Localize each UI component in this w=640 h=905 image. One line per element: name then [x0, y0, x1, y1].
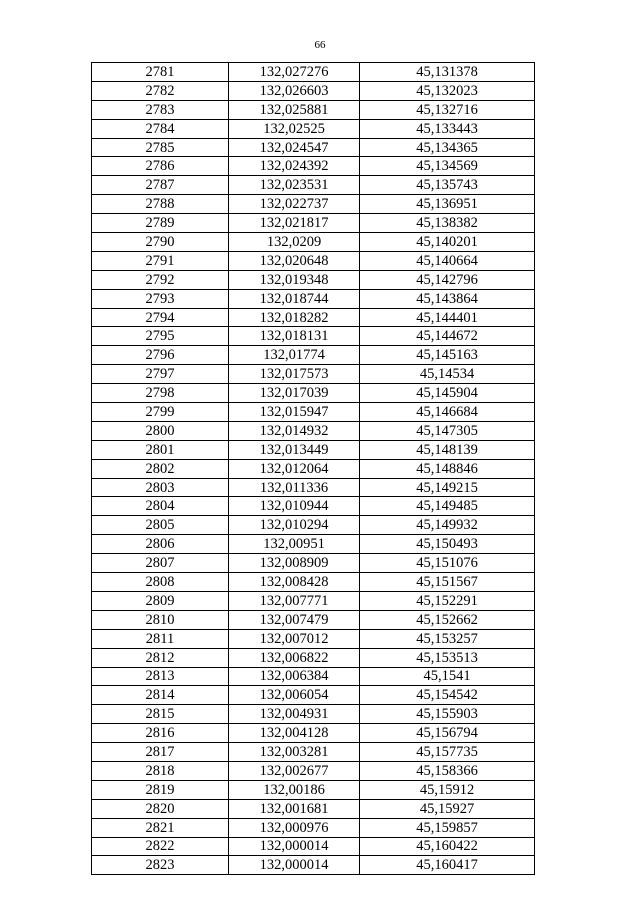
point-number-cell: 2812: [92, 648, 229, 667]
point-number-cell: 2805: [92, 516, 229, 535]
point-number-cell: 2792: [92, 270, 229, 289]
point-number-cell: 2794: [92, 308, 229, 327]
table-row: [92, 195, 535, 214]
coordinate-y-cell: 45,143864: [360, 289, 535, 308]
table-row: [92, 761, 535, 780]
coordinate-x-cell: 132,024392: [229, 157, 360, 176]
coordinate-y-cell: 45,160417: [360, 856, 535, 875]
coordinate-y-cell: 45,134365: [360, 138, 535, 157]
table-row: [92, 667, 535, 686]
table-row: [92, 138, 535, 157]
coordinate-x-cell: 132,010294: [229, 516, 360, 535]
table-row: [92, 270, 535, 289]
coordinate-y-cell: 45,160422: [360, 837, 535, 856]
coordinate-x-cell: 132,017039: [229, 384, 360, 403]
table-row: [92, 478, 535, 497]
table-row: [92, 497, 535, 516]
table-row: [92, 251, 535, 270]
coordinate-y-cell: 45,149932: [360, 516, 535, 535]
point-number-cell: 2802: [92, 459, 229, 478]
point-number-cell: 2816: [92, 724, 229, 743]
table-row: [92, 289, 535, 308]
coordinate-x-cell: 132,003281: [229, 743, 360, 762]
coordinate-x-cell: 132,006054: [229, 686, 360, 705]
coordinate-y-cell: 45,134569: [360, 157, 535, 176]
table-row: [92, 346, 535, 365]
coordinate-y-cell: 45,146684: [360, 403, 535, 422]
table-row: [92, 440, 535, 459]
coordinate-x-cell: 132,017573: [229, 365, 360, 384]
coordinate-y-cell: 45,140201: [360, 233, 535, 252]
point-number-cell: 2787: [92, 176, 229, 195]
point-number-cell: 2796: [92, 346, 229, 365]
coordinates-table: [91, 62, 535, 875]
table-row: [92, 63, 535, 82]
point-number-cell: 2822: [92, 837, 229, 856]
coordinate-x-cell: 132,008428: [229, 573, 360, 592]
coordinate-x-cell: 132,00951: [229, 535, 360, 554]
table-row: [92, 629, 535, 648]
coordinate-y-cell: 45,153257: [360, 629, 535, 648]
point-number-cell: 2806: [92, 535, 229, 554]
point-number-cell: 2795: [92, 327, 229, 346]
point-number-cell: 2803: [92, 478, 229, 497]
point-number-cell: 2784: [92, 119, 229, 138]
point-number-cell: 2801: [92, 440, 229, 459]
coordinate-y-cell: 45,145163: [360, 346, 535, 365]
point-number-cell: 2809: [92, 591, 229, 610]
coordinate-y-cell: 45,152662: [360, 610, 535, 629]
coordinate-y-cell: 45,153513: [360, 648, 535, 667]
coordinate-x-cell: 132,014932: [229, 421, 360, 440]
coordinate-y-cell: 45,154542: [360, 686, 535, 705]
coordinate-y-cell: 45,135743: [360, 176, 535, 195]
table-row: [92, 780, 535, 799]
coordinate-x-cell: 132,021817: [229, 214, 360, 233]
table-row: [92, 100, 535, 119]
point-number-cell: 2807: [92, 554, 229, 573]
coordinate-x-cell: 132,00186: [229, 780, 360, 799]
coordinate-y-cell: 45,144401: [360, 308, 535, 327]
table-row: [92, 648, 535, 667]
point-number-cell: 2788: [92, 195, 229, 214]
coordinate-x-cell: 132,023531: [229, 176, 360, 195]
coordinate-x-cell: 132,000014: [229, 856, 360, 875]
coordinate-y-cell: 45,140664: [360, 251, 535, 270]
coordinate-y-cell: 45,156794: [360, 724, 535, 743]
table-row: [92, 459, 535, 478]
table-row: [92, 365, 535, 384]
coordinate-y-cell: 45,148139: [360, 440, 535, 459]
point-number-cell: 2804: [92, 497, 229, 516]
coordinate-y-cell: 45,14534: [360, 365, 535, 384]
point-number-cell: 2798: [92, 384, 229, 403]
coordinate-y-cell: 45,151076: [360, 554, 535, 573]
coordinate-y-cell: 45,159857: [360, 818, 535, 837]
table-row: [92, 81, 535, 100]
coordinate-y-cell: 45,132716: [360, 100, 535, 119]
point-number-cell: 2813: [92, 667, 229, 686]
coordinate-x-cell: 132,0209: [229, 233, 360, 252]
point-number-cell: 2781: [92, 63, 229, 82]
point-number-cell: 2819: [92, 780, 229, 799]
table-row: [92, 421, 535, 440]
coordinates-table-body: [92, 63, 535, 875]
coordinate-x-cell: 132,020648: [229, 251, 360, 270]
table-row: [92, 610, 535, 629]
point-number-cell: 2814: [92, 686, 229, 705]
coordinate-x-cell: 132,024547: [229, 138, 360, 157]
coordinate-x-cell: 132,011336: [229, 478, 360, 497]
table-row: [92, 724, 535, 743]
table-row: [92, 214, 535, 233]
coordinate-x-cell: 132,018282: [229, 308, 360, 327]
table-row: [92, 233, 535, 252]
coordinate-y-cell: 45,151567: [360, 573, 535, 592]
coordinate-y-cell: 45,157735: [360, 743, 535, 762]
coordinate-x-cell: 132,008909: [229, 554, 360, 573]
coordinate-y-cell: 45,147305: [360, 421, 535, 440]
coordinate-x-cell: 132,004931: [229, 705, 360, 724]
coordinate-x-cell: 132,022737: [229, 195, 360, 214]
coordinate-x-cell: 132,007479: [229, 610, 360, 629]
table-row: [92, 856, 535, 875]
coordinate-y-cell: 45,145904: [360, 384, 535, 403]
coordinate-x-cell: 132,025881: [229, 100, 360, 119]
table-row: [92, 705, 535, 724]
point-number-cell: 2783: [92, 100, 229, 119]
coordinate-y-cell: 45,149215: [360, 478, 535, 497]
coordinate-y-cell: 45,15927: [360, 799, 535, 818]
coordinate-y-cell: 45,144672: [360, 327, 535, 346]
point-number-cell: 2789: [92, 214, 229, 233]
coordinate-x-cell: 132,004128: [229, 724, 360, 743]
coordinate-y-cell: 45,149485: [360, 497, 535, 516]
coordinate-y-cell: 45,148846: [360, 459, 535, 478]
coordinate-x-cell: 132,013449: [229, 440, 360, 459]
point-number-cell: 2793: [92, 289, 229, 308]
point-number-cell: 2799: [92, 403, 229, 422]
coordinate-x-cell: 132,012064: [229, 459, 360, 478]
table-row: [92, 818, 535, 837]
coordinate-x-cell: 132,001681: [229, 799, 360, 818]
table-row: [92, 554, 535, 573]
table-row: [92, 573, 535, 592]
point-number-cell: 2786: [92, 157, 229, 176]
coordinate-y-cell: 45,152291: [360, 591, 535, 610]
table-row: [92, 384, 535, 403]
coordinate-y-cell: 45,1541: [360, 667, 535, 686]
coordinate-x-cell: 132,018744: [229, 289, 360, 308]
coordinate-x-cell: 132,002677: [229, 761, 360, 780]
coordinate-x-cell: 132,019348: [229, 270, 360, 289]
coordinate-x-cell: 132,027276: [229, 63, 360, 82]
page-number: 66: [314, 39, 326, 51]
coordinate-x-cell: 132,007012: [229, 629, 360, 648]
table-row: [92, 743, 535, 762]
table-row: [92, 176, 535, 195]
table-row: [92, 157, 535, 176]
point-number-cell: 2790: [92, 233, 229, 252]
coordinate-y-cell: 45,150493: [360, 535, 535, 554]
coordinate-x-cell: 132,015947: [229, 403, 360, 422]
table-row: [92, 327, 535, 346]
coordinate-x-cell: 132,007771: [229, 591, 360, 610]
point-number-cell: 2815: [92, 705, 229, 724]
point-number-cell: 2782: [92, 81, 229, 100]
point-number-cell: 2820: [92, 799, 229, 818]
point-number-cell: 2791: [92, 251, 229, 270]
table-row: [92, 837, 535, 856]
coordinate-y-cell: 45,138382: [360, 214, 535, 233]
point-number-cell: 2800: [92, 421, 229, 440]
coordinate-y-cell: 45,142796: [360, 270, 535, 289]
point-number-cell: 2808: [92, 573, 229, 592]
table-row: [92, 403, 535, 422]
point-number-cell: 2797: [92, 365, 229, 384]
table-row: [92, 591, 535, 610]
coordinate-x-cell: 132,018131: [229, 327, 360, 346]
coordinate-x-cell: 132,000014: [229, 837, 360, 856]
coordinate-x-cell: 132,006384: [229, 667, 360, 686]
coordinate-x-cell: 132,026603: [229, 81, 360, 100]
coordinate-x-cell: 132,01774: [229, 346, 360, 365]
table-row: [92, 308, 535, 327]
coordinate-x-cell: 132,000976: [229, 818, 360, 837]
coordinate-y-cell: 45,133443: [360, 119, 535, 138]
point-number-cell: 2818: [92, 761, 229, 780]
table-row: [92, 535, 535, 554]
table-row: [92, 799, 535, 818]
coordinate-y-cell: 45,158366: [360, 761, 535, 780]
coordinate-y-cell: 45,155903: [360, 705, 535, 724]
point-number-cell: 2811: [92, 629, 229, 648]
coordinate-y-cell: 45,136951: [360, 195, 535, 214]
coordinate-x-cell: 132,010944: [229, 497, 360, 516]
coordinate-x-cell: 132,02525: [229, 119, 360, 138]
coordinate-x-cell: 132,006822: [229, 648, 360, 667]
table-row: [92, 686, 535, 705]
coordinate-y-cell: 45,132023: [360, 81, 535, 100]
coordinate-y-cell: 45,131378: [360, 63, 535, 82]
coordinate-y-cell: 45,15912: [360, 780, 535, 799]
point-number-cell: 2817: [92, 743, 229, 762]
table-row: [92, 119, 535, 138]
point-number-cell: 2821: [92, 818, 229, 837]
point-number-cell: 2823: [92, 856, 229, 875]
point-number-cell: 2785: [92, 138, 229, 157]
table-row: [92, 516, 535, 535]
point-number-cell: 2810: [92, 610, 229, 629]
